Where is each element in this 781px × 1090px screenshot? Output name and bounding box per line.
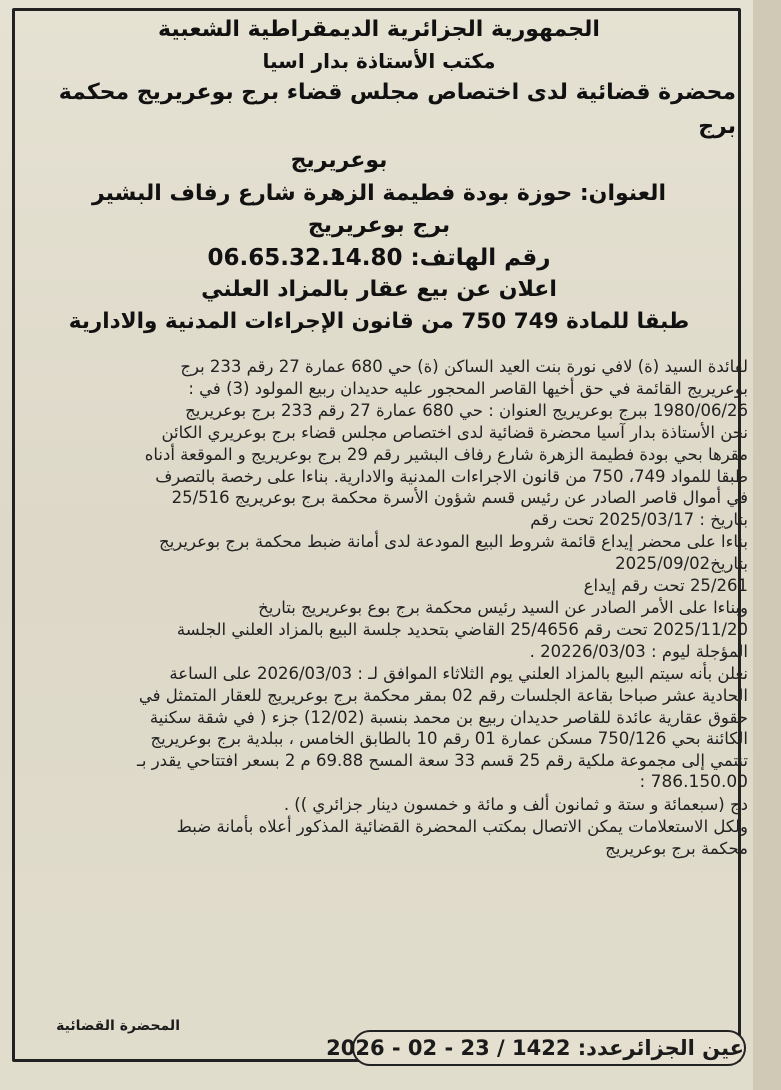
body-line: محكمة برج بوعريريج <box>605 838 748 858</box>
court-line-1: محضرة قضائية لدى اختصاص مجلس قضاء برج بوعريريج محكمة برج <box>58 80 736 139</box>
publication-reference-text: عين الجزائرعدد: 1422 / 23 - 02 - 2026 <box>326 1036 744 1060</box>
notice-header <box>22 14 736 338</box>
publication-reference <box>326 1030 746 1066</box>
body-line: الحادية عشر صباحا بقاعة الجلسات رقم 02 بمقر محكمة برج بوعريريج للعقار المتمثل في <box>138 685 748 705</box>
body-line: بناءا على محضر إيداع قائمة شروط البيع المودعة لدى أمانة ضبط محكمة برج بوعريريج <box>159 532 748 552</box>
bailiff-signature: المحضرة القضائية <box>56 1018 180 1034</box>
announcement-title: اعلان عن بيع عقار بالمزاد العلني <box>201 277 557 302</box>
body-line: نحن الأستاذة بدار آسيا محضرة قضائية لدى اختصاص مجلس قضاء برج بوعريري الكائن <box>161 422 748 442</box>
body-line: بتاريخ2025/09/02 <box>615 554 748 574</box>
body-line: الكائنة بحي 750/126 مسكن عمارة 01 رقم 10 بالطابق الخامس ، ببلدية برج بوعريريج <box>150 729 748 749</box>
body-line: 25/261 تحت رقم إيداع <box>583 576 748 596</box>
body-line: 786.150.00 : <box>639 772 748 793</box>
body-line: في أموال قاصر الصادر عن رئيس قسم شؤون الأسرة محكمة برج بوعريريج 25/516 <box>171 488 748 508</box>
body-line: بتاريخ : 2025/03/17 تحت رقم <box>530 510 748 530</box>
page-edge <box>753 0 781 1090</box>
body-line: وبناءا على الأمر الصادر عن السيد رئيس محكمة برج بوع بوعريريج بتاريخ <box>258 597 748 617</box>
republic-title: الجمهورية الجزائرية الديمقراطية الشعبية <box>158 17 600 42</box>
body-line: لفائدة السيد (ة) لافي نورة بنت العيد الساكن (ة) حي 680 عمارة 27 رقم 233 برج <box>180 357 748 376</box>
office-name: مكتب الأستاذة بدار اسيا <box>262 49 496 73</box>
body-line: المؤجلة ليوم : 20226/03/03 . <box>529 641 748 661</box>
body-line: 1980/06/26 ببرج بوعريريج العنوان : حي 680 عمارة 27 رقم 233 برج بوعريريج <box>185 400 748 420</box>
body-line: ولكل الاستعلامات يمكن الاتصال بمكتب المحضرة القضائية المذكور أعلاه بأمانة ضبط <box>176 817 748 837</box>
notice-body <box>30 356 748 860</box>
body-line: دج (سبعمائة و ستة و ثمانون ألف و مائة و خمسون دينار جزائري )) . <box>283 795 748 815</box>
court-line-2: بوعريريج <box>290 148 388 173</box>
body-line: نعلن بأنه سيتم البيع بالمزاد العلني يوم الثلاثاء الموافق لـ : 2026/03/03 على الساعة <box>169 663 748 683</box>
legal-basis: طبقا للمادة 749 750 من قانون الإجراءات المدنية والادارية <box>68 309 690 334</box>
body-line: حقوق عقارية عائدة للقاصر حديدان ربيع بن محمد بنسبة (12/02) جزء ( في شقة سكنية <box>149 707 748 727</box>
body-line: بوعريريج القائمة في حق أخيها القاصر المحجور عليه حديدان ربيع المولود (3) في : <box>188 378 748 398</box>
body-line: طبقا للمواد 749، 750 من قانون الاجراءات المدنية والادارية. بناءا على رخصة بالتصرف <box>155 466 748 486</box>
address-line-1: العنوان: حوزة بودة فطيمة الزهرة شارع رفاف البشير <box>92 181 666 206</box>
phone-number: رقم الهاتف: 06.65.32.14.80 <box>207 245 551 271</box>
body-line: 2025/11/20 تحت رقم 25/4656 القاضي بتحديد جلسة البيع بالمزاد العلني الجلسة <box>176 619 748 639</box>
body-line: مقرها بحي بودة فطيمة الزهرة شارع رفاف البشير رقم 29 برج بوعريريج و الموقعة أدناه <box>144 444 748 464</box>
body-line: تنتمي إلى مجموعة ملكية رقم 25 قسم 33 سعة المسح 69.88 م 2 بسعر افتتاحي يقدر بـ <box>137 751 748 771</box>
address-line-2: برج بوعريريج <box>307 213 451 238</box>
court-jurisdiction <box>22 76 736 178</box>
